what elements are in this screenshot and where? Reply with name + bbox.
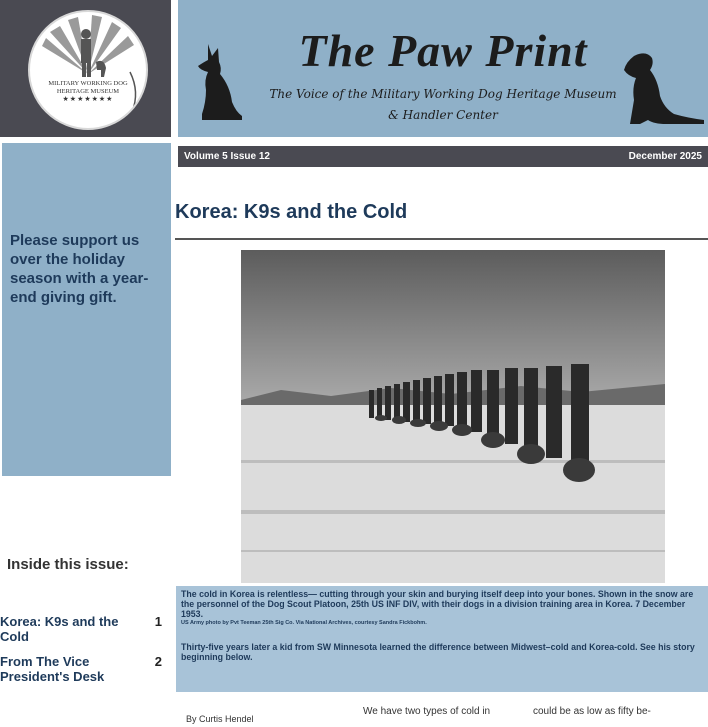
logo-line1: MILITARY WORKING DOG (48, 80, 128, 87)
logo-line2: HERITAGE MUSEUM (56, 87, 120, 95)
article-byline: By Curtis Hendel (186, 714, 254, 724)
article-teaser: Thirty-five years later a kid from SW Minnesota learned the difference between Midwest–cold and Korea-cold. See his story beginning below. (181, 642, 695, 662)
subtitle-line2: & Handler Center (388, 108, 498, 122)
article-column-3: could be as low as fifty be- (533, 706, 651, 717)
toc-item[interactable] (0, 654, 162, 682)
toc-item-page: 1 (154, 614, 162, 629)
logo-panel (0, 0, 171, 137)
logo-stars: ★★★★★★★ (62, 95, 114, 103)
article-column-2: We have two types of cold in (363, 706, 491, 717)
logo-emblem-icon (30, 12, 146, 128)
volume-issue: Volume 5 Issue 12 (184, 151, 270, 162)
newsletter-title: The Paw Print (298, 25, 588, 76)
toc-item-label: Korea: K9s and the Cold (0, 614, 119, 644)
table-of-contents (0, 614, 162, 694)
support-message: Please support us over the holiday season with a year-end giving gift. (10, 232, 149, 306)
subtitle-line1: The Voice of the Military Working Dog Heritage Museum (269, 87, 617, 101)
article-photo (241, 250, 665, 583)
logo-text (34, 80, 142, 104)
photo-caption-box (176, 586, 708, 692)
photo-credit: US Army photo by Pvt Teeman 25th Sig Co. Via National Archives, courtesy Sandra Fickbohm. (181, 620, 427, 626)
toc-item-page: 2 (154, 654, 162, 669)
title-rule (175, 238, 708, 240)
issue-date: December 2025 (628, 151, 702, 162)
article-title: Korea: K9s and the Cold (175, 201, 408, 223)
museum-logo (28, 10, 148, 130)
newsletter-subtitle (262, 84, 624, 126)
inside-issue-heading: Inside this issue: (7, 556, 129, 573)
toc-item-label: From The Vice President's Desk (0, 654, 105, 684)
photo-caption: The cold in Korea is relentless— cutting through your skin and burying itself deep into your bones. Shown in the snow are the personnel of the Dog Scout Platoon, 25th US INF DIV, with their dogs in a division training area in Korea. 7 December 1953. (181, 589, 694, 619)
soldiers-with-dogs-photo-icon (241, 250, 665, 583)
toc-item[interactable] (0, 614, 162, 642)
issue-info-bar (178, 146, 708, 167)
masthead (178, 0, 708, 137)
support-callout (2, 143, 171, 476)
